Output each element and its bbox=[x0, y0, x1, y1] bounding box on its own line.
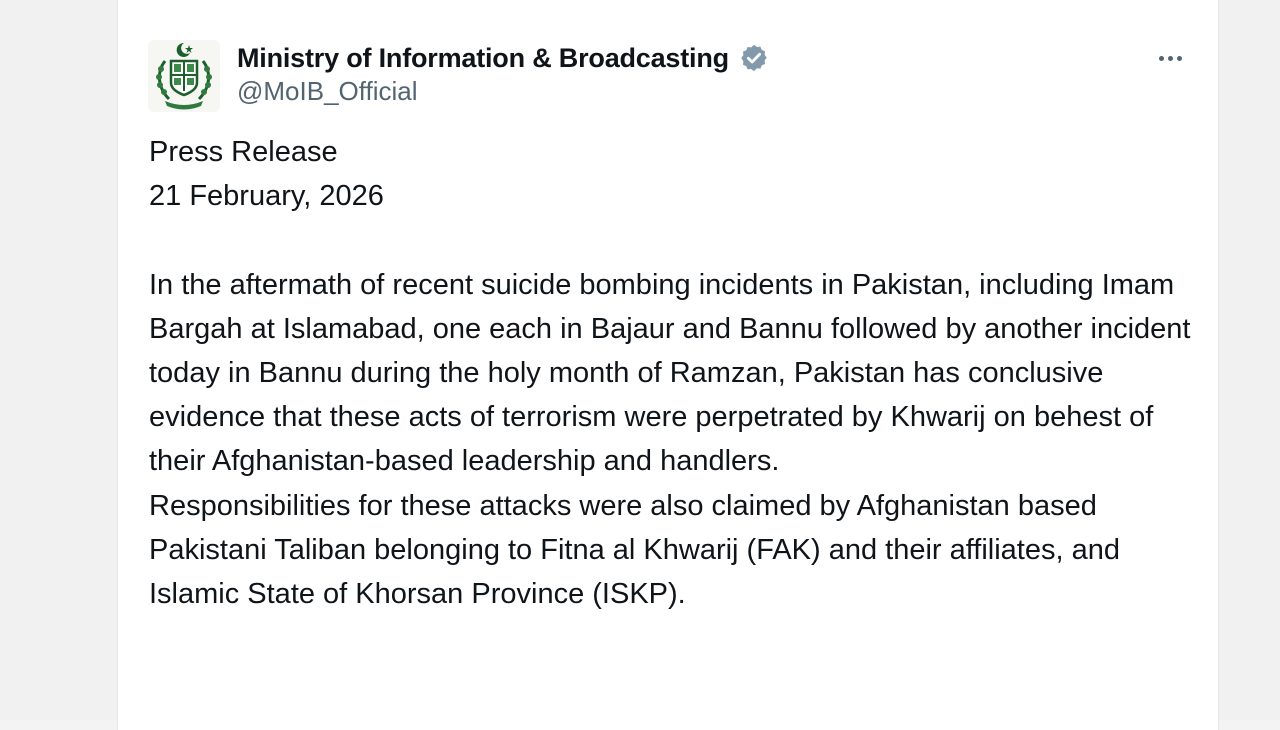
state-emblem-icon bbox=[151, 41, 217, 111]
verified-badge-icon[interactable] bbox=[739, 43, 769, 73]
more-dot-icon bbox=[1159, 56, 1164, 61]
author-name[interactable]: Ministry of Information & Broadcasting bbox=[237, 42, 729, 73]
more-options-button[interactable] bbox=[1148, 42, 1192, 74]
more-dot-icon bbox=[1177, 56, 1182, 61]
post-paragraph: Responsibilities for these attacks were also claimed by Afghanistan based Pakistani Taliban belonging to Fitna al Khwarij (FAK) and their affiliates, and Islamic State of Khorsan Province (ISKP). bbox=[149, 489, 1120, 611]
post-date: 21 February, 2026 bbox=[149, 180, 384, 213]
post-heading: Press Release bbox=[149, 136, 338, 168]
author-name-row bbox=[237, 40, 769, 76]
post-paragraph: In the aftermath of recent suicide bombing incidents in Pakistan, including Imam Bargah at Islamabad, one each in Bajaur and Bannu followed by another incident today in Bannu during the holy month of Ramzan, Pakistan has conclusive evidence that these acts of terrorism were perpetrated by Khwarij on behest of their Afghanistan-based leadership and handlers. bbox=[149, 268, 1191, 478]
post-body bbox=[149, 130, 1209, 616]
post-card bbox=[117, 0, 1219, 730]
author-handle[interactable]: @MoIB_Official bbox=[237, 76, 418, 106]
more-dot-icon bbox=[1168, 56, 1173, 61]
blank-line bbox=[149, 218, 1209, 262]
avatar[interactable] bbox=[148, 40, 220, 112]
